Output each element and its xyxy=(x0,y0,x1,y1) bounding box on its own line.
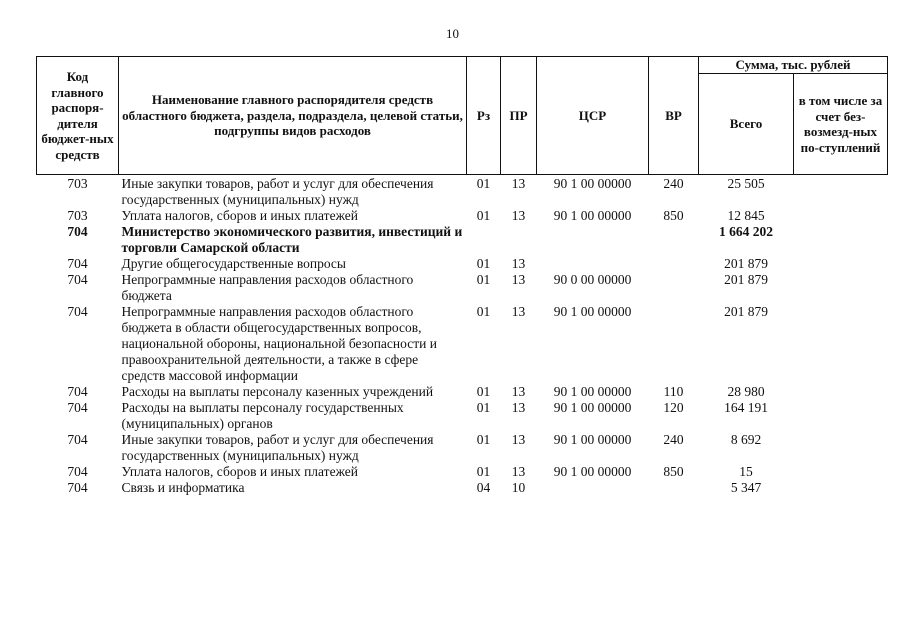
cell-name: Уплата налогов, сборов и иных платежей xyxy=(121,208,358,223)
cell-rz: 04 xyxy=(476,480,491,495)
cell-rz: 01 xyxy=(476,384,491,399)
cell-rz: 01 xyxy=(476,208,491,223)
cell-name: Министерство экономического развития, инвестиций и торговли Самарской области xyxy=(121,224,463,255)
table-row xyxy=(37,208,888,224)
cell-csr: 90 1 00 00000 xyxy=(553,464,632,479)
cell-rz: 01 xyxy=(476,176,491,191)
cell-incl xyxy=(794,272,888,304)
cell-incl xyxy=(794,480,888,496)
cell-vr: 240 xyxy=(663,432,684,447)
cell-pr xyxy=(501,224,537,256)
cell-vr: 850 xyxy=(663,464,684,479)
cell-rz: 01 xyxy=(476,464,491,479)
table-row xyxy=(37,256,888,272)
cell-incl xyxy=(794,400,888,432)
cell-csr xyxy=(537,224,649,256)
cell-vr xyxy=(649,256,699,272)
cell-code: 704 xyxy=(67,256,88,271)
cell-code: 703 xyxy=(67,208,88,223)
cell-pr: 13 xyxy=(511,384,526,399)
table-row xyxy=(37,480,888,496)
budget-table xyxy=(36,56,888,496)
table-row xyxy=(37,400,888,432)
cell-total: 15 xyxy=(739,464,753,479)
cell-pr: 13 xyxy=(511,176,526,191)
cell-code: 703 xyxy=(67,176,88,191)
cell-pr: 13 xyxy=(511,400,526,415)
cell-csr xyxy=(537,480,649,496)
header-vr: ВР xyxy=(649,57,699,175)
table-row xyxy=(37,272,888,304)
cell-vr xyxy=(649,224,699,256)
cell-pr: 13 xyxy=(511,304,526,319)
header-pr: ПР xyxy=(501,57,537,175)
cell-name: Расходы на выплаты персоналу государственных (муниципальных) органов xyxy=(121,400,404,431)
cell-csr: 90 1 00 00000 xyxy=(553,400,632,415)
table-row xyxy=(37,304,888,384)
header-name: Наименование главного распорядителя средств областного бюджета, раздела, подраздела, целевой статьи, подгруппы видов расходов xyxy=(119,57,467,175)
cell-vr xyxy=(649,272,699,304)
cell-total: 1 664 202 xyxy=(719,224,773,239)
cell-code: 704 xyxy=(67,400,88,415)
cell-name: Иные закупки товаров, работ и услуг для обеспечения государственных (муниципальных) нужд xyxy=(121,176,434,207)
cell-csr: 90 1 00 00000 xyxy=(553,176,632,191)
header-csr: ЦСР xyxy=(537,57,649,175)
cell-csr: 90 1 00 00000 xyxy=(553,304,632,319)
cell-total: 25 505 xyxy=(727,176,765,191)
cell-code: 704 xyxy=(67,224,88,239)
table-row xyxy=(37,464,888,480)
cell-name: Другие общегосударственные вопросы xyxy=(121,256,346,271)
cell-name: Непрограммные направления расходов областного бюджета xyxy=(121,272,414,303)
header-rz: Рз xyxy=(467,57,501,175)
cell-incl xyxy=(794,256,888,272)
cell-csr: 90 1 00 00000 xyxy=(553,384,632,399)
cell-total: 8 692 xyxy=(730,432,762,447)
cell-code: 704 xyxy=(67,480,88,495)
cell-csr: 90 1 00 00000 xyxy=(553,432,632,447)
cell-name: Иные закупки товаров, работ и услуг для обеспечения государственных (муниципальных) нужд xyxy=(121,432,434,463)
cell-total: 164 191 xyxy=(724,400,768,415)
cell-incl xyxy=(794,304,888,384)
cell-rz: 01 xyxy=(476,400,491,415)
cell-pr: 13 xyxy=(511,464,526,479)
cell-rz: 01 xyxy=(476,256,491,271)
header-total: Всего xyxy=(699,74,794,175)
cell-code: 704 xyxy=(67,384,88,399)
cell-pr: 13 xyxy=(511,208,526,223)
cell-vr: 850 xyxy=(663,208,684,223)
cell-incl xyxy=(794,464,888,480)
cell-pr: 13 xyxy=(511,432,526,447)
cell-csr: 90 0 00 00000 xyxy=(553,272,632,287)
cell-pr: 13 xyxy=(511,256,526,271)
cell-csr xyxy=(537,256,649,272)
cell-code: 704 xyxy=(67,432,88,447)
cell-vr xyxy=(649,304,699,384)
page-number: 10 xyxy=(446,26,459,41)
cell-incl xyxy=(794,224,888,256)
cell-total: 28 980 xyxy=(727,384,765,399)
table-row xyxy=(37,224,888,256)
cell-vr xyxy=(649,480,699,496)
cell-incl xyxy=(794,384,888,400)
cell-code: 704 xyxy=(67,464,88,479)
cell-vr: 110 xyxy=(663,384,684,399)
cell-rz xyxy=(467,224,501,256)
cell-total: 12 845 xyxy=(727,208,765,223)
cell-total: 201 879 xyxy=(724,272,768,287)
cell-incl xyxy=(794,208,888,224)
cell-incl xyxy=(794,175,888,209)
table-row xyxy=(37,175,888,209)
cell-rz: 01 xyxy=(476,432,491,447)
cell-name: Связь и информатика xyxy=(121,480,245,495)
header-sum: Сумма, тыс. рублей xyxy=(699,57,888,74)
table-header xyxy=(37,57,888,175)
table-body xyxy=(37,175,888,497)
cell-code: 704 xyxy=(67,272,88,287)
cell-csr: 90 1 00 00000 xyxy=(553,208,632,223)
cell-name: Уплата налогов, сборов и иных платежей xyxy=(121,464,358,479)
table-row xyxy=(37,384,888,400)
cell-incl xyxy=(794,432,888,464)
cell-pr: 13 xyxy=(511,272,526,287)
cell-code: 704 xyxy=(67,304,88,319)
header-incl: в том числе за счет без-возмезд-ных по-ступлений xyxy=(794,74,888,175)
cell-total: 5 347 xyxy=(730,480,762,495)
cell-vr: 240 xyxy=(663,176,684,191)
cell-total: 201 879 xyxy=(724,256,768,271)
cell-name: Расходы на выплаты персоналу казенных учреждений xyxy=(121,384,434,399)
cell-name: Непрограммные направления расходов областного бюджета в области общегосударственных вопросов, национальной обороны, национальной безопасности и правоохранительной деятельности, а также в сфере средств массовой информации xyxy=(121,304,437,383)
cell-total: 201 879 xyxy=(724,304,768,319)
cell-rz: 01 xyxy=(476,272,491,287)
cell-vr: 120 xyxy=(663,400,684,415)
table-row xyxy=(37,432,888,464)
cell-rz: 01 xyxy=(476,304,491,319)
cell-pr: 10 xyxy=(511,480,526,495)
header-code: Код главного распоря-дителя бюджет-ных средств xyxy=(37,57,119,175)
